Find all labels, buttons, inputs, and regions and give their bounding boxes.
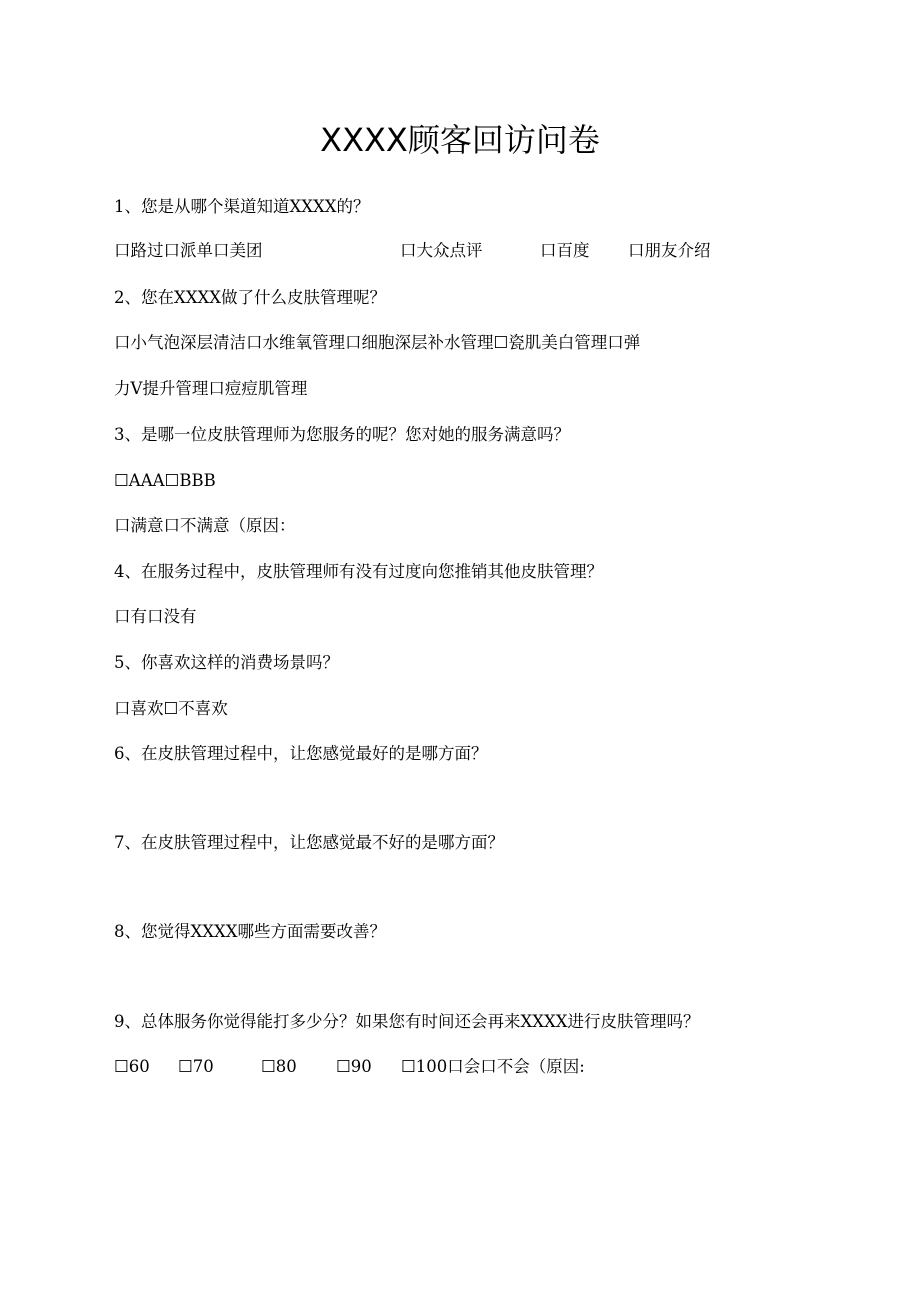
option-baidu[interactable]: 口百度 — [540, 241, 590, 260]
question-4: 4、在服务过程中，皮肤管理师有没有过度向您推销其他皮肤管理？ — [114, 562, 603, 581]
option-walk-by-flyer-meituan[interactable]: 口路过口派单口美团 — [114, 241, 263, 260]
option-friend-referral[interactable]: 口朋友介绍 — [628, 241, 711, 260]
question-2: 2、您在XXXX做了什么皮肤管理呢？ — [114, 288, 386, 307]
question-8: 8、您觉得XXXX哪些方面需要改善？ — [114, 922, 386, 941]
question-1: 1、您是从哪个渠道知道XXXX的？ — [114, 197, 370, 216]
question-4-options[interactable]: 口有口没有 — [114, 607, 197, 626]
question-5: 5、你喜欢这样的消费场景吗？ — [114, 653, 339, 672]
question-2-options-line-1[interactable]: 口小气泡深层清洁口水维氧管理口细胞深层补水管理☐瓷肌美白管理口弹 — [114, 333, 641, 352]
option-score-100-return[interactable]: ☐100口会口不会（原因: — [401, 1057, 585, 1076]
question-6: 6、在皮肤管理过程中，让您感觉最好的是哪方面？ — [114, 744, 488, 763]
option-dianping[interactable]: 口大众点评 — [400, 241, 483, 260]
question-7: 7、在皮肤管理过程中，让您感觉最不好的是哪方面？ — [114, 833, 504, 852]
option-score-60[interactable]: ☐60 — [114, 1057, 150, 1076]
question-9: 9、总体服务你觉得能打多少分？如果您有时间还会再来XXXX进行皮肤管理吗？ — [114, 1012, 700, 1031]
page-title: XXXX顾客回访问卷 — [320, 121, 600, 159]
question-3: 3、是哪一位皮肤管理师为您服务的呢？您对她的服务满意吗？ — [114, 425, 570, 444]
question-5-options[interactable]: 口喜欢☐不喜欢 — [114, 699, 228, 718]
question-2-options-line-2[interactable]: 力V提升管理口痘痘肌管理 — [114, 379, 308, 398]
option-score-70[interactable]: ☐70 — [178, 1057, 214, 1076]
option-score-90[interactable]: ☐90 — [336, 1057, 372, 1076]
option-score-80[interactable]: ☐80 — [261, 1057, 297, 1076]
question-3-staff-options[interactable]: ☐AAA☐BBB — [114, 471, 216, 490]
question-3-satisfaction-options[interactable]: 口满意口不满意（原因： — [114, 516, 296, 535]
